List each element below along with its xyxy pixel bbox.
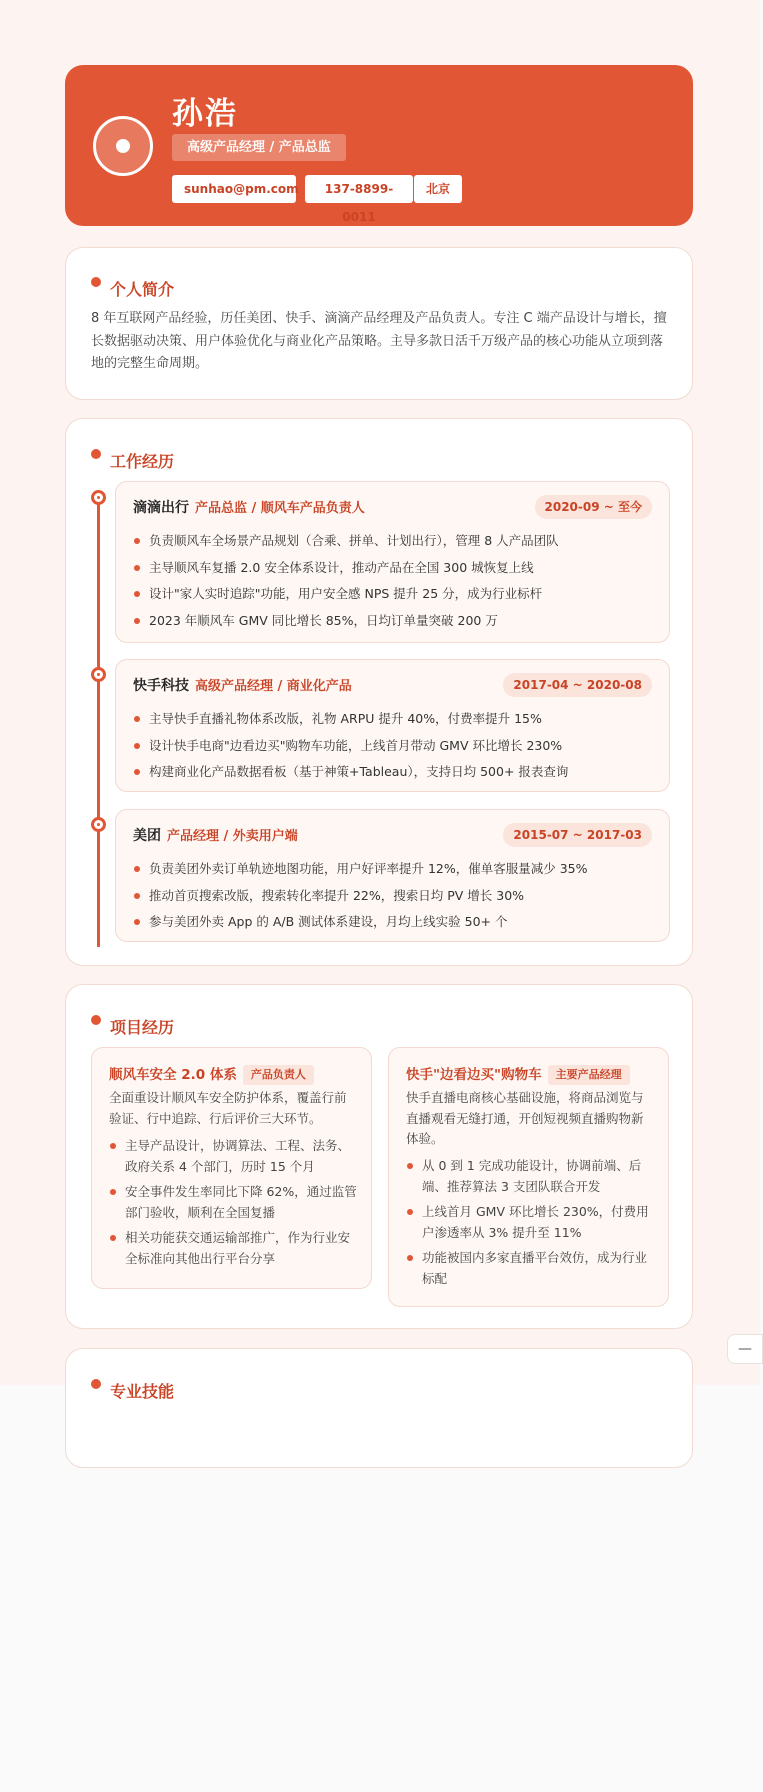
list-item: 设计"家人实时追踪"功能，用户安全感 NPS 提升 25 分，成为行业标杆 (133, 581, 658, 608)
timeline-marker-icon (91, 667, 106, 682)
avatar-dot-icon (116, 139, 130, 153)
list-item: 推动首页搜索改版，搜索转化率提升 22%，搜索日均 PV 增长 30% (133, 883, 658, 910)
list-item: 主导快手直播礼物体系改版，礼物 ARPU 提升 40%，付费率提升 15% (133, 706, 658, 733)
experience-card: 工作经历 滴滴出行 产品总监 / 顺风车产品负责人 2020-09 ~ 至今 负责顺风车全场景产品规划（合乘、拼单、计划出行），管理 8 人产品团队 主导顺风车复播 2.0 安全体系设计，推动产品在全国 300 城恢复上线 设计"家人实时追踪"功能，用户安全感 NPS 提升 25 分，成为行业标杆 2023 年顺风车 GMV 同比增长 85%，日均订单量突破 200 万 快手科技 高级产品经理 / 商业化产品 2017-04 ~ 2020-08 主导快手直播礼物体系改版，礼物 ARPU 提升 40%，付费率提升 15% 设计快手电商"边看边买"购物车功能，上线首月带动 GMV 环比增长 230% 构建商业化产品数据看板（基于神策+Tableau），支持日均 500+ 报表查询 美团 产品经理 / 外卖用户端 2015-07 ~ 2017-03 负责美团外卖订单轨迹地图功能，用户好评率提升 12%，催单客服量减少 35% 推动首页搜索改版，搜索转化率提升 22%，搜索日均 PV 增长 30% 参与美团外卖 App 的 A/B 测试体系建设，月均上线实验 50+ 个 (65, 418, 693, 966)
job-date: 2017-04 ~ 2020-08 (503, 673, 652, 697)
job-item-didi (115, 481, 670, 643)
timeline-marker-icon (91, 817, 106, 832)
list-item: 上线首月 GMV 环比增长 230%，付费用户渗透率从 3% 提升至 11% (406, 1202, 654, 1243)
list-item: 参与美团外卖 App 的 A/B 测试体系建设，月均上线实验 50+ 个 (133, 909, 658, 936)
job-date: 2020-09 ~ 至今 (535, 495, 653, 519)
project-name: 快手"边看边买"购物车 主要产品经理 (406, 1063, 630, 1085)
project-role-badge: 主要产品经理 (548, 1065, 630, 1085)
list-item: 从 0 到 1 完成功能设计，协调前端、后端、推荐算法 3 支团队联合开发 (406, 1156, 654, 1197)
project-bullets (406, 1156, 654, 1294)
job-item-kuaishou (115, 659, 670, 792)
project-item-safety (91, 1047, 372, 1289)
list-item: 相关功能获交通运输部推广，作为行业安全标准向其他出行平台分享 (109, 1228, 357, 1269)
job-company: 美团 产品经理 / 外卖用户端 (133, 828, 298, 844)
job-role: 产品经理 / 外卖用户端 (167, 829, 298, 844)
job-role: 产品总监 / 顺风车产品负责人 (195, 501, 365, 516)
list-item: 功能被国内多家直播平台效仿，成为行业标配 (406, 1248, 654, 1289)
job-bullets (133, 856, 658, 936)
list-item: 构建商业化产品数据看板（基于神策+Tableau），支持日均 500+ 报表查询 (133, 759, 658, 786)
project-bullets (109, 1136, 357, 1274)
section-dot-icon (91, 449, 101, 459)
list-item: 安全事件发生率同比下降 62%，通过监管部门验收，顺利在全国复播 (109, 1182, 357, 1223)
project-desc: 快手直播电商核心基础设施，将商品浏览与直播观看无缝打通，开创短视频直播购物新体验。 (406, 1090, 644, 1146)
job-company: 滴滴出行 产品总监 / 顺风车产品负责人 (133, 500, 365, 516)
list-item: 负责美团外卖订单轨迹地图功能，用户好评率提升 12%，催单客服量减少 35% (133, 856, 658, 883)
list-item: 2023 年顺风车 GMV 同比增长 85%，日均订单量突破 200 万 (133, 608, 658, 635)
job-company: 快手科技 高级产品经理 / 商业化产品 (133, 678, 352, 694)
profile-title: 高级产品经理 / 产品总监 (172, 134, 346, 161)
job-date: 2015-07 ~ 2017-03 (503, 823, 652, 847)
profile-name: 孙浩 (172, 96, 238, 132)
summary-text: 8 年互联网产品经验，历任美团、快手、滴滴产品经理及产品负责人。专注 C 端产品设计与增长，擅长数据驱动决策、用户体验优化与商业化产品策略。主导多款日活千万级产品的核心功能从立项到落地的完整生命周期。 (91, 311, 667, 371)
contact-city: 北京 (414, 175, 462, 203)
project-desc: 全面重设计顺风车安全防护体系，覆盖行前验证、行中追踪、行后评价三大环节。 (109, 1090, 347, 1126)
contact-phone[interactable]: 137-8899-0011 (305, 175, 413, 203)
section-dot-icon (91, 1379, 101, 1389)
timeline-line (97, 497, 100, 947)
list-item: 主导顺风车复播 2.0 安全体系设计，推动产品在全国 300 城恢复上线 (133, 555, 658, 582)
summary-card: 个人简介 8 年互联网产品经验，历任美团、快手、滴滴产品经理及产品负责人。专注 C 端产品设计与增长，擅长数据驱动决策、用户体验优化与商业化产品策略。主导多款日活千万级产品的核心功能从立项到落地的完整生命周期。 (65, 247, 693, 400)
side-collapse-button[interactable]: — (727, 1334, 763, 1364)
section-dot-icon (91, 1015, 101, 1025)
job-item-meituan (115, 809, 670, 942)
project-role-badge: 产品负责人 (243, 1065, 314, 1085)
job-bullets (133, 706, 658, 786)
list-item: 负责顺风车全场景产品规划（合乘、拼单、计划出行），管理 8 人产品团队 (133, 528, 658, 555)
profile-header (65, 65, 693, 226)
contact-email[interactable]: sunhao@pm.com (172, 175, 296, 203)
list-item: 设计快手电商"边看边买"购物车功能，上线首月带动 GMV 环比增长 230% (133, 733, 658, 760)
job-bullets (133, 528, 658, 634)
projects-card: 项目经历 顺风车安全 2.0 体系 产品负责人 全面重设计顺风车安全防护体系，覆盖行前验证、行中追踪、行后评价三大环节。 主导产品设计，协调算法、工程、法务、政府关系 4 个部门，历时 15 个月 安全事件发生率同比下降 62%，通过监管部门验收，顺利在全国复播 相关功能获交通运输部推广，作为行业安全标准向其他出行平台分享 快手"边看边买"购物车 主要产品经理 快手直播电商核心基础设施，将商品浏览与直播观看无缝打通，开创短视频直播购物新体验。 从 0 到 1 完成功能设计，协调前端、后端、推荐算法 3 支团队联合开发 上线首月 GMV 环比增长 230%，付费用户渗透率从 3% 提升至 11% 功能被国内多家直播平台效仿，成为行业标配 (65, 984, 693, 1329)
section-dot-icon (91, 277, 101, 287)
avatar (93, 116, 153, 176)
job-role: 高级产品经理 / 商业化产品 (195, 679, 352, 694)
timeline-marker-icon (91, 490, 106, 505)
skills-card: 专业技能 (65, 1348, 693, 1468)
project-item-cart (388, 1047, 669, 1307)
project-name: 顺风车安全 2.0 体系 产品负责人 (109, 1063, 314, 1085)
list-item: 主导产品设计，协调算法、工程、法务、政府关系 4 个部门，历时 15 个月 (109, 1136, 357, 1177)
